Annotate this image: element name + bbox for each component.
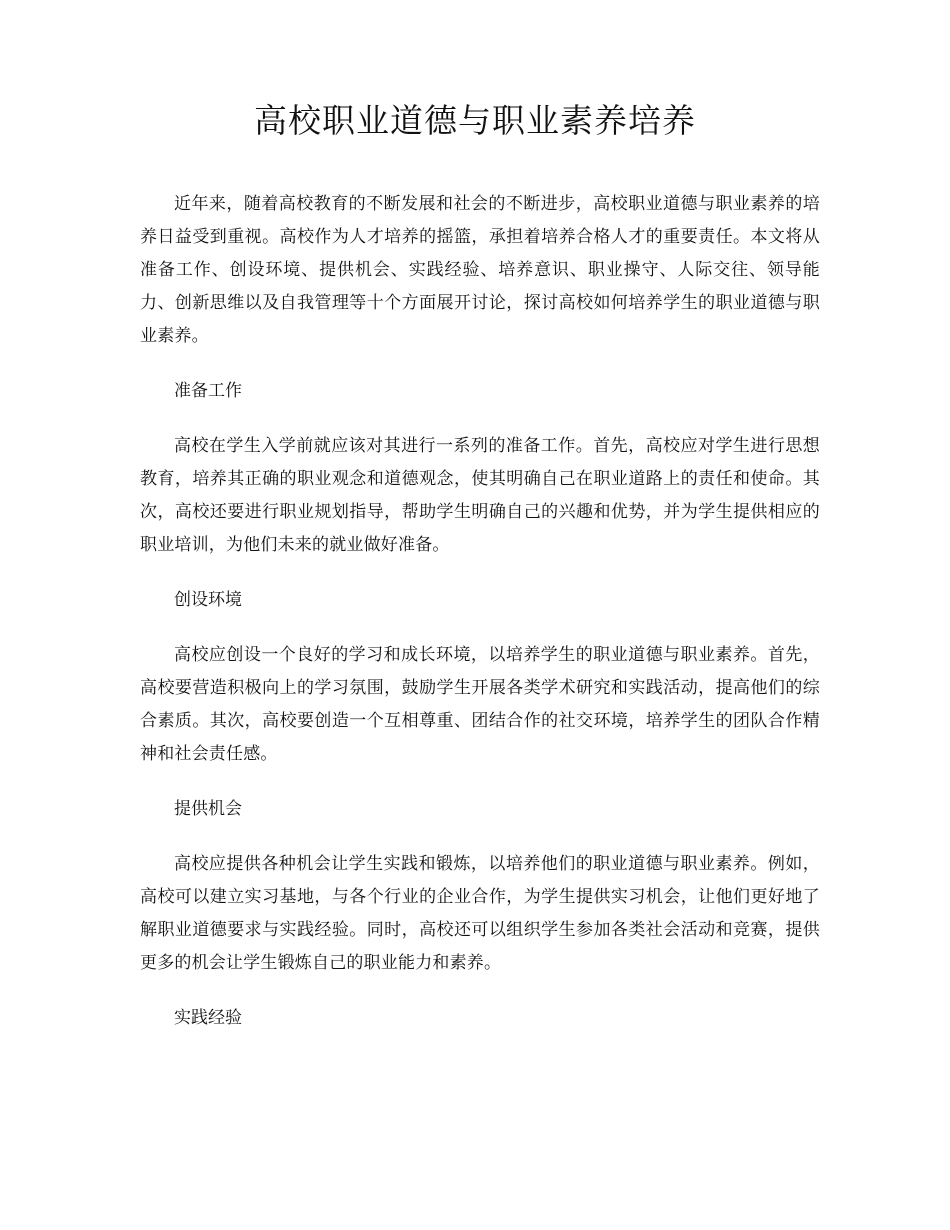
document-body bbox=[140, 188, 820, 1057]
section-heading-opportunities: 提供机会 bbox=[174, 799, 242, 819]
section-heading-environment: 创设环境 bbox=[174, 590, 242, 610]
document-title: 高校职业道德与职业素养培养 bbox=[254, 101, 696, 140]
section-heading-practice: 实践经验 bbox=[174, 1008, 242, 1028]
section-body-environment: 高校应创设一个良好的学习和成长环境，以培养学生的职业道德与职业素养。首先，高校要营造积极向上的学习氛围，鼓励学生开展各类学术研究和实践活动，提高他们的综合素质。其次，高校要创造一个互相尊重、团结合作的社交环境，培养学生的团队合作精神和社会责任感。 bbox=[140, 645, 820, 764]
section-heading-preparation: 准备工作 bbox=[174, 381, 242, 401]
section-body-opportunities: 高校应提供各种机会让学生实践和锻炼，以培养他们的职业道德与职业素养。例如，高校可以建立实习基地，与各个行业的企业合作，为学生提供实习机会，让他们更好地了解职业道德要求与实践经验。同时，高校还可以组织学生参加各类社会活动和竞赛，提供更多的机会让学生锻炼自己的职业能力和素养。 bbox=[140, 854, 820, 973]
intro-paragraph: 近年来，随着高校教育的不断发展和社会的不断进步，高校职业道德与职业素养的培养日益受到重视。高校作为人才培养的摇篮，承担着培养合格人才的重要责任。本文将从准备工作、创设环境、提供机会、实践经验、培养意识、职业操守、人际交往、领导能力、创新思维以及自我管理等十个方面展开讨论，探讨高校如何培养学生的职业道德与职业素养。 bbox=[140, 194, 820, 346]
section-body-preparation: 高校在学生入学前就应该对其进行一系列的准备工作。首先，高校应对学生进行思想教育，培养其正确的职业观念和道德观念，使其明确自己在职业道路上的责任和使命。其次，高校还要进行职业规划指导，帮助学生明确自己的兴趣和优势，并为学生提供相应的职业培训，为他们未来的就业做好准备。 bbox=[140, 436, 820, 555]
